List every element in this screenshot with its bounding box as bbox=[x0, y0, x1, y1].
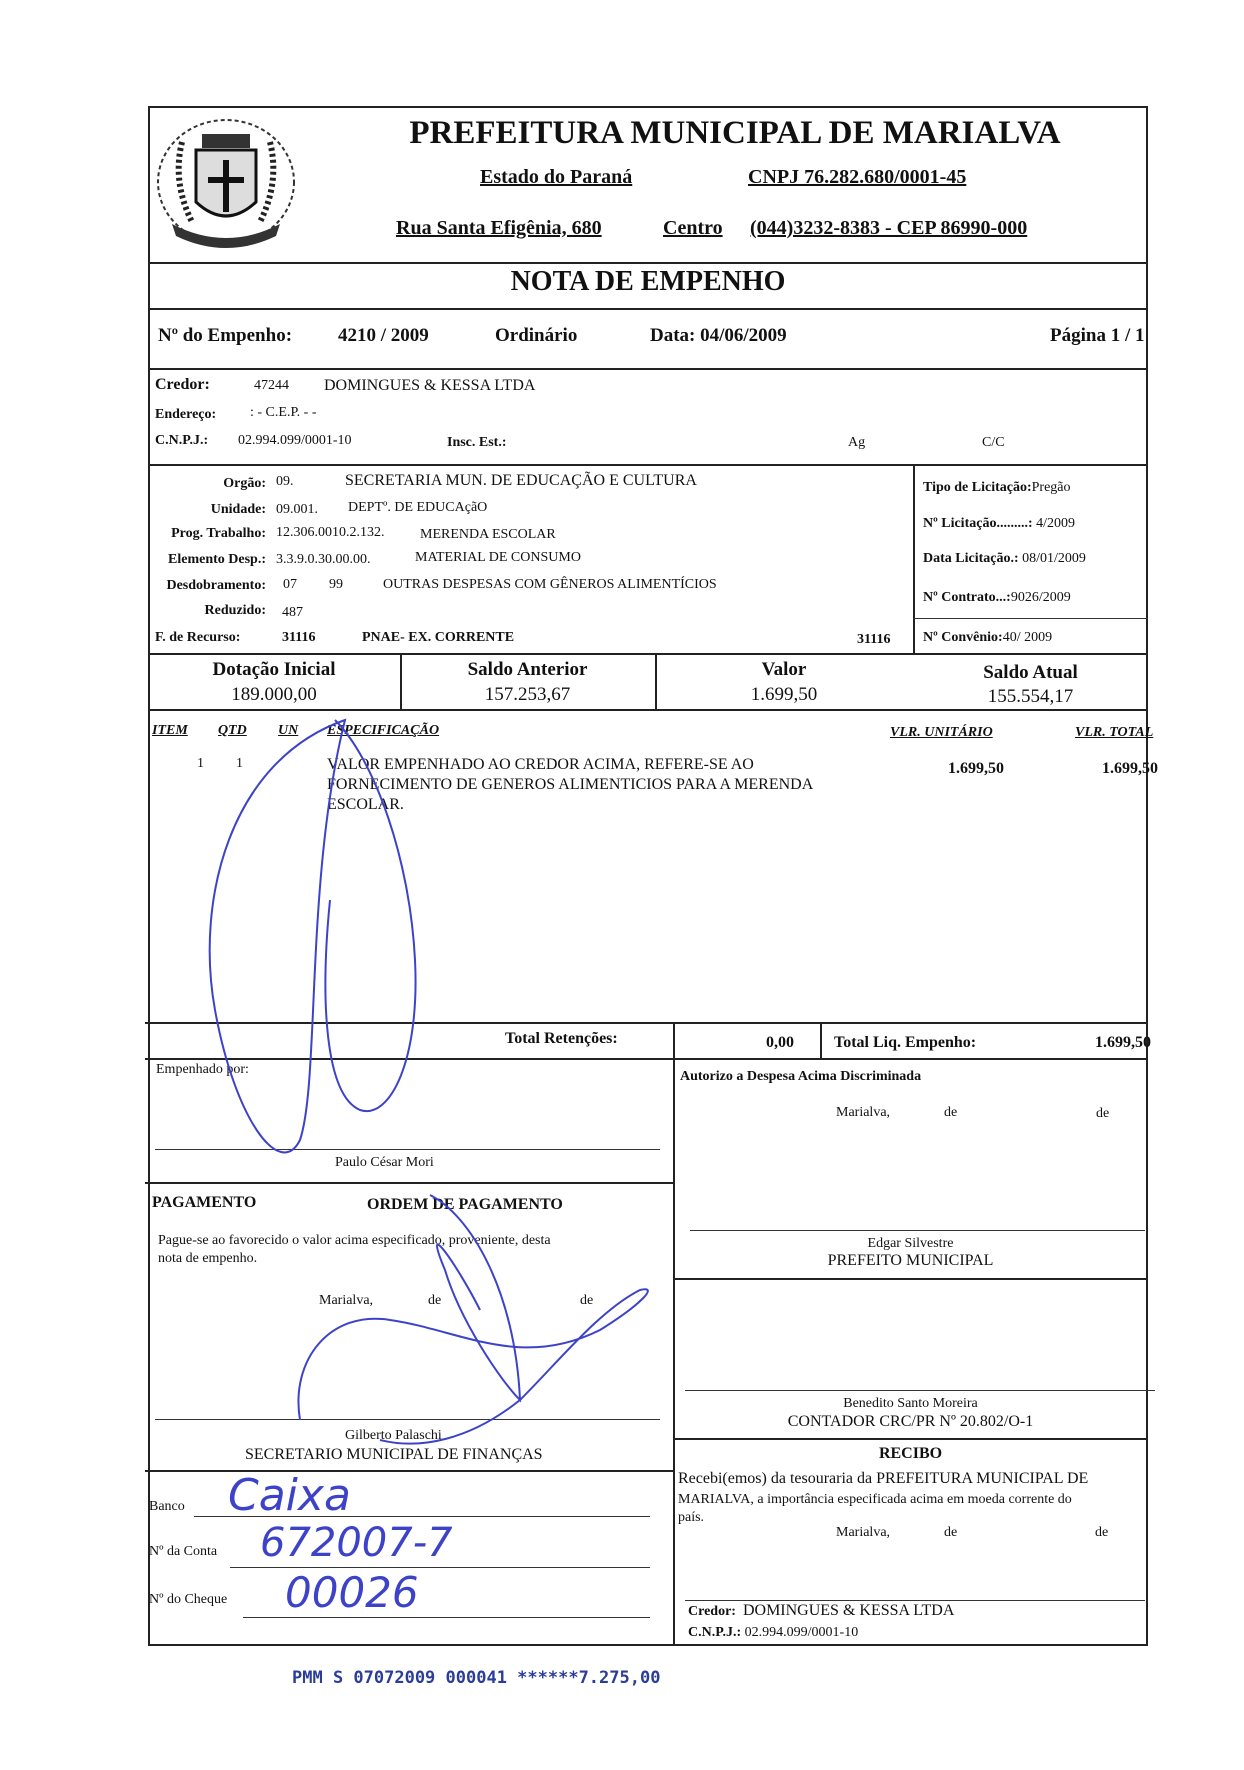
dotacao-value: 189.000,00 bbox=[231, 684, 317, 705]
reduzido-label: Reduzido: bbox=[204, 603, 266, 618]
col-especificacao-header: ESPECIFICAÇÃO bbox=[327, 723, 440, 738]
autorizo-city: Marialva, bbox=[836, 1105, 891, 1120]
pagamento-de1: de bbox=[428, 1293, 442, 1308]
desdobramento-name: OUTRAS DESPESAS COM GÊNEROS ALIMENTÍCIOS bbox=[383, 577, 717, 592]
saldo-anterior-label: Saldo Anterior bbox=[467, 659, 588, 680]
reduzido-code: 487 bbox=[282, 605, 303, 620]
valor-value: 1.699,50 bbox=[750, 684, 818, 705]
recibo-de2: de bbox=[1095, 1525, 1109, 1540]
cnpj-value: 02.994.099/0001-10 bbox=[238, 433, 352, 448]
numero-convenio: Nº Convênio:40/ 2009 bbox=[923, 630, 1053, 645]
prefeito-name: Edgar Silvestre bbox=[867, 1236, 954, 1251]
secretario-role: SECRETARIO MUNICIPAL DE FINANÇAS bbox=[245, 1446, 543, 1463]
conta-label: Nº da Conta bbox=[149, 1544, 218, 1559]
orgao-name: SECRETARIA MUN. DE EDUCAÇÃO E CULTURA bbox=[345, 472, 697, 489]
empenho-number: 4210 / 2009 bbox=[338, 325, 429, 346]
empenhado-label: Empenhado por: bbox=[156, 1062, 249, 1077]
pagamento-de2: de bbox=[580, 1293, 594, 1308]
item-desc-line2: FORNECIMENTO DE GENEROS ALIMENTICIOS PARA A MERENDA bbox=[327, 776, 814, 793]
conta-value: 672007-7 bbox=[260, 1520, 453, 1566]
recibo-cnpj: C.N.P.J.: 02.994.099/0001-10 bbox=[688, 1625, 859, 1640]
autorizo-label: Autorizo a Despesa Acima Discriminada bbox=[680, 1069, 922, 1084]
retencoes-label: Total Retenções: bbox=[505, 1030, 618, 1047]
orgao-code: 09. bbox=[276, 474, 294, 489]
pagamento-label: PAGAMENTO bbox=[152, 1194, 257, 1211]
credor-label: Credor: bbox=[155, 376, 210, 393]
item-vlr-total: 1.699,50 bbox=[1102, 760, 1158, 777]
item-desc-line3: ESCOLAR. bbox=[327, 796, 404, 813]
col-vlr-unitario-header: VLR. UNITÁRIO bbox=[890, 725, 993, 740]
item-number: 1 bbox=[197, 756, 204, 771]
recibo-credor: Credor: DOMINGUES & KESSA LTDA bbox=[688, 1602, 955, 1619]
cc-label: C/C bbox=[982, 435, 1005, 450]
item-qtd: 1 bbox=[236, 756, 243, 771]
total-liquido-label: Total Liq. Empenho: bbox=[834, 1034, 977, 1051]
tipo-licitacao: Tipo de Licitação:Pregão bbox=[923, 480, 1071, 495]
fonte-code: 31116 bbox=[282, 630, 316, 645]
dotacao-label: Dotação Inicial bbox=[212, 659, 336, 680]
valor-label: Valor bbox=[761, 659, 807, 680]
desdobramento-code2: 99 bbox=[329, 577, 343, 592]
recibo-de1: de bbox=[944, 1525, 958, 1540]
cheque-value: 00026 bbox=[285, 1568, 419, 1617]
elemento-code: 3.3.9.0.30.00.00. bbox=[276, 552, 371, 567]
recibo-text-line2: MARIALVA, a importância especificada acima em moeda corrente do bbox=[678, 1492, 1072, 1507]
contador-name: Benedito Santo Moreira bbox=[843, 1396, 978, 1411]
desdobramento-code1: 07 bbox=[283, 577, 297, 592]
prog-name: MERENDA ESCOLAR bbox=[420, 527, 556, 542]
item-vlr-unitario: 1.699,50 bbox=[948, 760, 1004, 777]
empenhado-name: Paulo César Mori bbox=[335, 1155, 434, 1170]
empenho-label: Nº do Empenho: bbox=[158, 325, 293, 346]
endereco-label: Endereço: bbox=[155, 407, 217, 422]
saldo-atual-label: Saldo Atual bbox=[983, 662, 1078, 683]
numero-licitacao: Nº Licitação.........: 4/2009 bbox=[923, 516, 1075, 531]
data-licitacao: Data Licitação.: 08/01/2009 bbox=[923, 551, 1086, 566]
orgao-label: Orgão: bbox=[223, 476, 266, 491]
numero-contrato: Nº Contrato...:9026/2009 bbox=[923, 590, 1071, 605]
recibo-text-line1: Recebi(emos) da tesouraria da PREFEITURA MUNICIPAL DE bbox=[678, 1470, 1089, 1487]
prog-code: 12.306.0010.2.132. bbox=[276, 525, 385, 540]
col-vlr-total-header: VLR. TOTAL bbox=[1075, 725, 1154, 740]
banco-label: Banco bbox=[149, 1499, 185, 1514]
payment-stamp: PMM S 07072009 000041 ******7.275,00 bbox=[292, 1668, 661, 1688]
empenho-type: Ordinário bbox=[495, 325, 578, 346]
cheque-label: Nº do Cheque bbox=[149, 1592, 228, 1607]
unidade-name: DEPTº. DE EDUCAçãO bbox=[348, 500, 488, 515]
pagamento-text-line2: nota de empenho. bbox=[158, 1251, 258, 1266]
prog-label: Prog. Trabalho: bbox=[171, 526, 266, 541]
autorizo-de1: de bbox=[944, 1105, 958, 1120]
cnpj-label: C.N.P.J.: bbox=[155, 433, 209, 448]
secretario-name: Gilberto Palaschi bbox=[345, 1428, 442, 1443]
ordem-pagamento-label: ORDEM DE PAGAMENTO bbox=[367, 1196, 563, 1213]
elemento-name: MATERIAL DE CONSUMO bbox=[415, 550, 581, 565]
pagamento-text-line1: Pague-se ao favorecido o valor acima especificado, proveniente, desta bbox=[158, 1233, 551, 1248]
saldo-anterior-value: 157.253,67 bbox=[484, 684, 571, 705]
desdobramento-label: Desdobramento: bbox=[166, 578, 266, 593]
header-district: Centro bbox=[663, 217, 723, 239]
credor-name: DOMINGUES & KESSA LTDA bbox=[324, 377, 536, 394]
recibo-city: Marialva, bbox=[836, 1525, 891, 1540]
fonte-code-2: 31116 bbox=[857, 632, 891, 647]
elemento-label: Elemento Desp.: bbox=[168, 552, 266, 567]
coat-of-arms-logo bbox=[152, 112, 300, 252]
unidade-code: 09.001. bbox=[276, 502, 318, 517]
recibo-text-line3: país. bbox=[678, 1510, 705, 1525]
retencoes-value: 0,00 bbox=[766, 1034, 794, 1051]
col-qtd-header: QTD bbox=[218, 723, 247, 738]
contador-role: CONTADOR CRC/PR Nº 20.802/O-1 bbox=[787, 1413, 1034, 1430]
prefeito-role: PREFEITO MUNICIPAL bbox=[827, 1252, 994, 1269]
fonte-name: PNAE- EX. CORRENTE bbox=[362, 630, 515, 645]
credor-code: 47244 bbox=[254, 378, 289, 393]
unidade-label: Unidade: bbox=[210, 502, 266, 517]
endereco-value: : - C.E.P. - - bbox=[250, 405, 317, 420]
document-title: NOTA DE EMPENHO bbox=[510, 266, 786, 297]
total-liquido-value: 1.699,50 bbox=[1095, 1034, 1151, 1051]
insc-label: Insc. Est.: bbox=[447, 435, 507, 450]
header-cnpj: CNPJ 76.282.680/0001-45 bbox=[748, 166, 967, 188]
ag-label: Ag bbox=[848, 435, 866, 450]
header-phone-cep: (044)3232-8383 - CEP 86990-000 bbox=[750, 217, 1028, 239]
banco-value: Caixa bbox=[228, 1470, 351, 1521]
empenho-date: Data: 04/06/2009 bbox=[650, 325, 787, 346]
municipality-title: PREFEITURA MUNICIPAL DE MARIALVA bbox=[409, 115, 1061, 151]
item-desc-line1: VALOR EMPENHADO AO CREDOR ACIMA, REFERE-SE AO bbox=[327, 756, 754, 773]
page-number: Página 1 / 1 bbox=[1050, 325, 1145, 346]
col-un-header: UN bbox=[278, 723, 299, 738]
col-item-header: ITEM bbox=[152, 723, 188, 738]
header-address: Rua Santa Efigênia, 680 bbox=[396, 217, 602, 239]
pagamento-city: Marialva, bbox=[319, 1293, 374, 1308]
recibo-title: RECIBO bbox=[878, 1445, 943, 1462]
fonte-label: F. de Recurso: bbox=[155, 630, 241, 645]
saldo-atual-value: 155.554,17 bbox=[987, 686, 1074, 707]
autorizo-de2: de bbox=[1096, 1106, 1110, 1121]
state-name: Estado do Paraná bbox=[480, 166, 633, 188]
